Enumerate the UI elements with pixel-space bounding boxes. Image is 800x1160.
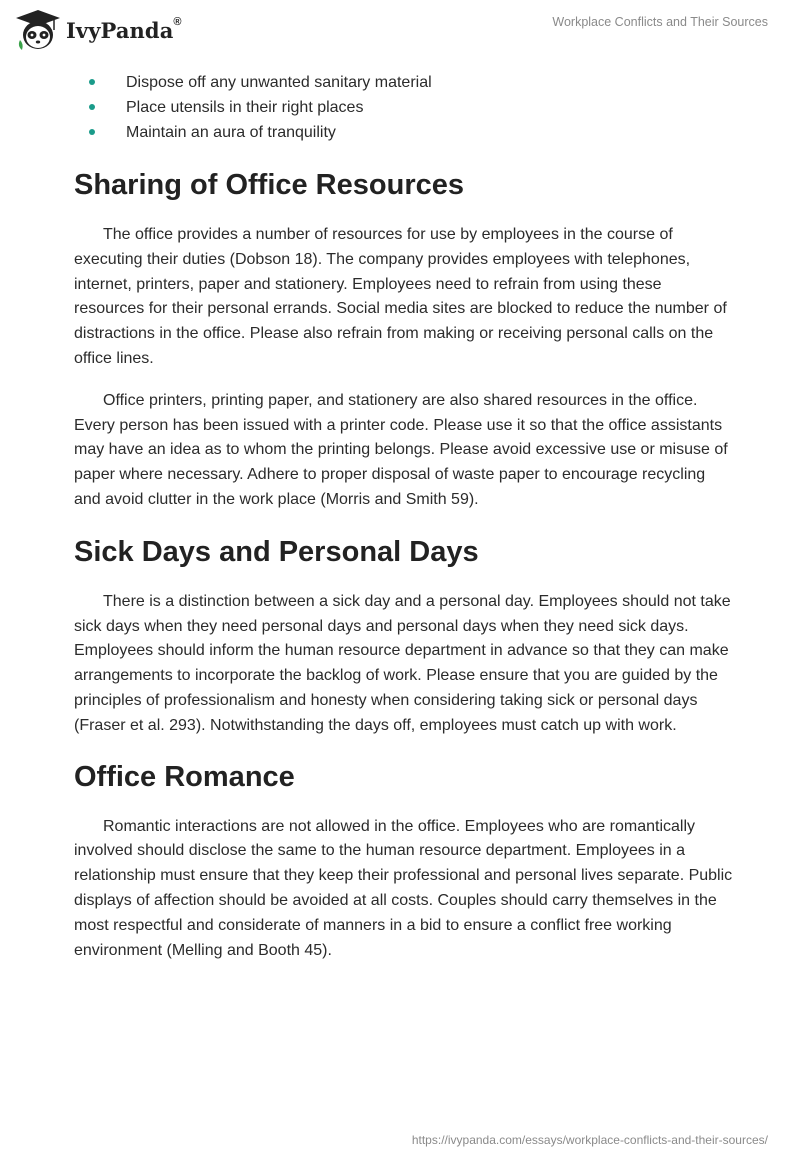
section-heading: Office Romance — [74, 760, 295, 793]
list-item: Dispose off any unwanted sanitary material — [74, 70, 734, 95]
paragraph: Office printers, printing paper, and stationery are also shared resources in the office. Every person has been issued with a printer code. Please use it so that the office assistants may have an idea as to whom the printing belongs. Please avoid excessive use or misuse of paper where necessary. Adhere to proper disposal of waste paper to encourage recycling and avoid clutter in the work place (Morris and Smith 59). — [74, 391, 728, 508]
section-heading: Sick Days and Personal Days — [74, 535, 479, 568]
list-item: Maintain an aura of tranquility — [74, 120, 734, 145]
section-heading: Sharing of Office Resources — [74, 169, 464, 201]
source-url-link[interactable]: https://ivypanda.com/essays/workplace-conflicts-and-their-sources/ — [411, 1133, 768, 1147]
paragraph: There is a distinction between a sick day and a personal day. Employees should not take sick days when they need personal days and personal days when they need sick days. Employees should inform the human resource department in advance so that they can make arrangements to incorporate the backlog of work. Please ensure that you are guided by the principles of professionalism and honesty when considering taking sick or personal days (Fraser et al. 293). Notwithstanding the days off, employees must catch up with work. — [74, 592, 731, 734]
bullet-list — [74, 70, 734, 145]
bullet-icon — [89, 129, 95, 135]
paragraph: The office provides a number of resources for use by employees in the course of executing their duties (Dobson 18). The company provides employees with telephones, internet, printers, paper and stationery. Employees need to refrain from using these resources for their personal errands. Social media sites are blocked to reduce the number of distractions in the office. Please also refrain from making or receiving personal calls on the office lines. — [74, 226, 727, 367]
panda-graduate-icon — [14, 8, 62, 52]
bullet-icon — [89, 79, 95, 85]
essay-content — [74, 70, 734, 963]
paragraph: Romantic interactions are not allowed in the office. Employees who are romantically involved should disclose the same to the human resource department. Employees in a relationship must ensure that they keep their professional and personal lives separate. Public displays of affection should be avoided at all costs. Couples should carry themselves in the most respectful and considerate of manners in a bid to ensure a conflict free working environment (Melling and Booth 45). — [74, 817, 733, 959]
list-item: Place utensils in their right places — [74, 95, 734, 120]
logo-text: IvyPanda® — [66, 15, 182, 43]
bullet-icon — [89, 104, 95, 110]
document-title: Workplace Conflicts and Their Sources — [552, 15, 768, 29]
logo[interactable] — [14, 8, 182, 52]
